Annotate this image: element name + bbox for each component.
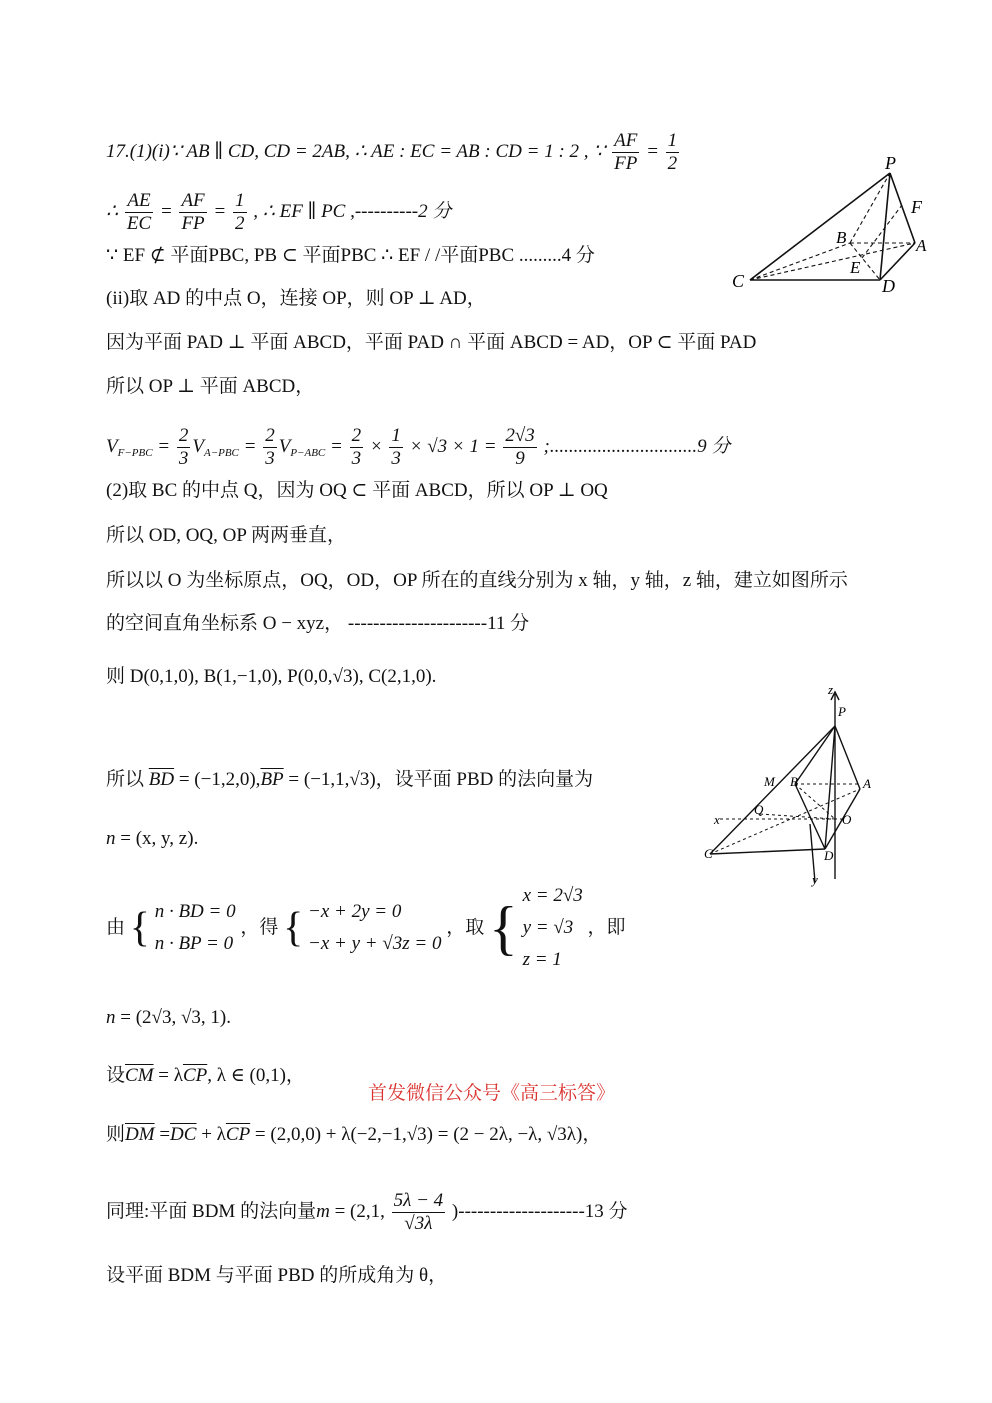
line-15: 由 { n · BD = 0 n · BP = 0 ，得 { −x + 2y = 0 −x + y + √3z = 0 ，取 { x = 2√3 y = √3 z = 1 ，即 <box>106 880 626 976</box>
line-5: 因为平面 PAD ⊥ 平面 ABCD，平面 PAD ∩ 平面 ABCD = AD，OP ⊂ 平面 PAD <box>106 332 757 353</box>
line-14: n = (x, y, z). <box>106 828 199 849</box>
line-20: 设平面 BDM 与平面 PBD 的所成角为 θ， <box>106 1265 448 1286</box>
fraction-2-3-c: $\frac{2}{3}$ <box>351 425 362 469</box>
line-4: (ii)取 AD 的中点 O，连接 OP，则 OP ⊥ AD， <box>106 288 486 309</box>
line-11: 的空间直角坐标系 O − xyz， ----------------------11 分 <box>106 613 530 634</box>
fig1-label-e: E <box>850 258 861 277</box>
fig2-label-z: z <box>828 684 834 697</box>
line-7: $V_{F-PBC}$ = $\frac{2}{3}$ $V_{A-PBC}$ = $\frac{2}{3}$ $V_{P-ABC}$ = $\frac{2}{3}$ × $\frac{1}{3}$ × √3 × 1 = $\frac{2√3}{9}$ ;...............................9 分 <box>106 425 731 469</box>
fraction-ae-ec: $\frac{AE}{EC}$ <box>126 190 152 234</box>
system-2: −x + 2y = 0 −x + y + √3z = 0 <box>308 901 442 954</box>
fig1-label-b: B <box>836 228 847 247</box>
fraction-2sqrt3-9: $\frac{2√3}{9}$ <box>505 425 535 469</box>
fig2-label-o: O <box>842 812 852 827</box>
fig1-label-f: F <box>911 197 922 217</box>
fraction-af-fp-2: $\frac{AF}{FP}$ <box>181 190 205 234</box>
fraction-1-3: $\frac{1}{3}$ <box>391 425 401 469</box>
line-10: 所以以 O 为坐标原点，OQ，OD，OP 所在的直线分别为 x 轴，y 轴，z 轴，建立如图所示 <box>106 570 848 591</box>
fig2-label-c: C <box>704 846 713 861</box>
fig2-label-d: D <box>824 848 834 863</box>
line-9: 所以 OD, OQ, OP 两两垂直， <box>106 525 346 546</box>
coordinate-figure <box>700 684 900 889</box>
fig1-label-c: C <box>732 271 745 291</box>
fig2-label-y: y <box>812 872 818 887</box>
fig2-label-m: M <box>764 774 775 789</box>
line-13: 所以 $\overline{BD} = (-1,2,0),\overline{BP} = (-1,1,√3)$，设平面 PBD 的法向量为 <box>106 769 594 790</box>
line-1: 17.(1)(i)∵ AB ∥ CD, CD = 2AB, ∴ AE : EC = AB : CD = 1 : 2 , ∵ $\frac{AF}{FP}$ = $\frac{1}{2}$ <box>106 130 678 174</box>
line-18: 则$\overline{DM} =\overline{DC} + \lambda\overline{CP} = (2,0,0) + \lambda(-2,-1,√3) = (2 - 2\lambda$, −λ, √3λ)， <box>106 1124 602 1145</box>
line-17: 设$\overline{CM} = \lambda\overline{CP}$, λ ∈ (0,1)， <box>106 1065 305 1086</box>
fraction-one-half: $\frac{1}{2}$ <box>667 130 678 174</box>
line-12: 则 D(0,1,0), B(1,−1,0), P(0,0,√3), C(2,1,0). <box>106 666 437 687</box>
fig1-label-p: P <box>885 155 896 173</box>
system-3: x = 2√3 y = √3 z = 1 <box>522 885 583 970</box>
fig1-label-d: D <box>882 276 895 296</box>
fig2-label-q: Q <box>754 802 764 817</box>
line-16: n = (2√3, √3, 1). <box>106 1007 231 1028</box>
line-19: 同理:平面 BDM 的法向量m = (2,1, $\frac{5\lambda - 4}{√3\lambda}$ )--------------------13 分 <box>106 1190 628 1234</box>
fraction-5l-4: $\frac{5\lambda - 4}{√3\lambda}$ <box>393 1190 444 1234</box>
fraction-2-3-b: $\frac{2}{3}$ <box>265 425 275 469</box>
fig2-label-b: B <box>790 774 798 789</box>
line-8: (2)取 BC 的中点 Q，因为 OQ ⊂ 平面 ABCD，所以 OP ⊥ OQ <box>106 480 608 501</box>
fig2-label-p: P <box>838 704 846 719</box>
line-6: 所以 OP ⊥ 平面 ABCD， <box>106 376 315 397</box>
fraction-af-fp: $\frac{AF}{FP}$ <box>614 130 638 174</box>
fig2-label-x: x <box>714 812 720 827</box>
watermark: 首发微信公众号《高三标答》 <box>368 1082 616 1104</box>
fraction-one-half-2: $\frac{1}{2}$ <box>235 190 245 234</box>
fig1-label-a: A <box>916 236 927 255</box>
line-3: ∵ EF ⊄ 平面PBC, PB ⊂ 平面PBC ∴ EF / /平面PBC .........4 分 <box>106 245 595 266</box>
line-2: ∴ $\frac{AE}{EC}$ = $\frac{AF}{FP}$ = $\frac{1}{2}$ , ∴ EF ∥ PC ,----------2 分 <box>106 190 452 234</box>
fraction-2-3-a: $\frac{2}{3}$ <box>178 425 189 469</box>
fig2-label-a: A <box>863 776 871 791</box>
system-1: n · BD = 0 n · BP = 0 <box>154 901 236 954</box>
pyramid-figure <box>730 155 940 300</box>
